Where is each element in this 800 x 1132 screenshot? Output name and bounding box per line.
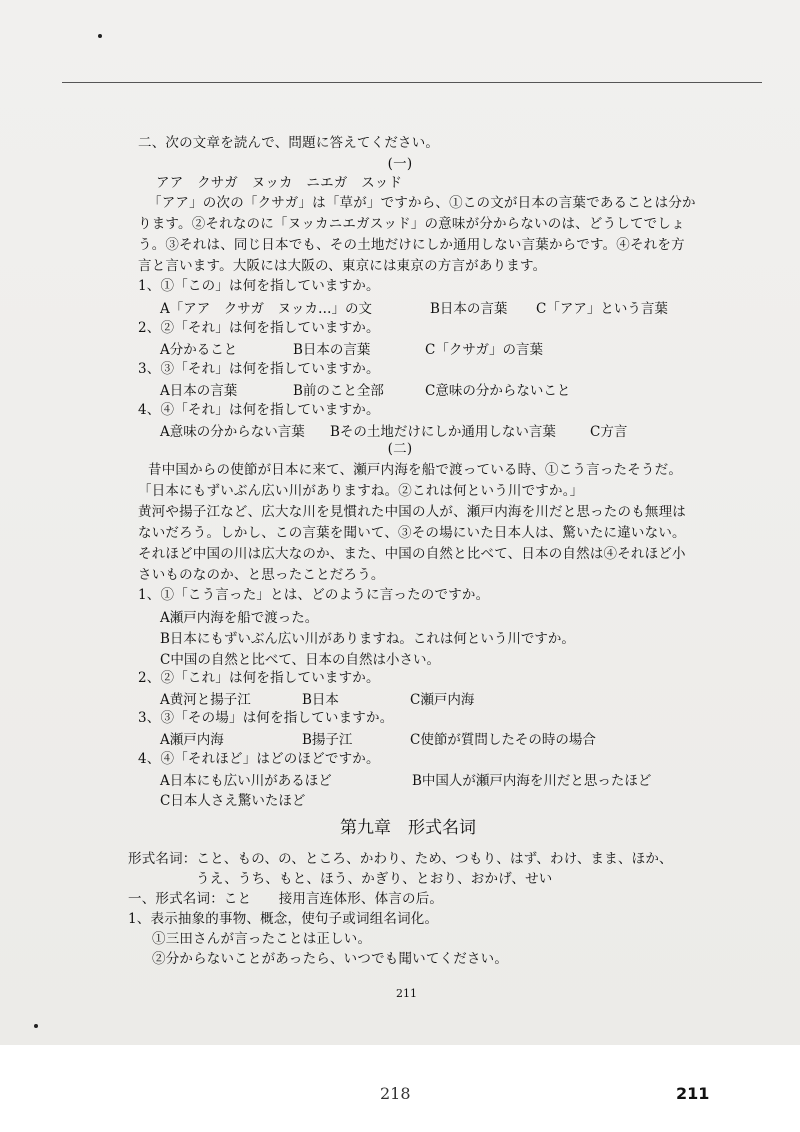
option-c: C中国の自然と比べて、日本の自然は小さい。 [160,652,441,668]
grammar-subitem: 1、表示抽象的事物、概念，使句子或词组名词化。 [128,911,439,927]
scan-speck [34,1024,38,1028]
passage1-line: 言と言います。大阪には大阪の、東京には東京の方言があります。 [138,258,547,274]
question-4: 4、④「それ」は何を指していますか。 [138,402,380,418]
option-a: A日本にも広い川があるほど [160,773,332,789]
option-b: B前のこと全部 [293,383,384,399]
option-c: C方言 [590,424,628,440]
option-c: C意味の分からないこと [425,383,571,399]
option-c: C瀬戸内海 [410,692,475,708]
option-a: A分かること [160,342,238,358]
grammar-item: 一、形式名词：こと 接用言连体形、体言の后。 [128,891,444,907]
option-a: A「アア クサガ ヌッカ…」の文 [160,301,372,317]
passage2-line: 黄河や揚子江など、広大な川を見慣れた中国の人が、瀬戸内海を川だと思ったのも無理は [138,504,686,520]
passage1-line: う。③それは、同じ日本でも、その土地だけにしか通用しない言葉からです。④それを方 [138,237,685,253]
option-b: B日本の言葉 [430,301,508,317]
header-rule [62,82,762,83]
option-a: A瀬戸内海 [160,732,224,748]
option-b: B日本 [302,692,339,708]
option-b: B日本の言葉 [293,342,371,358]
passage1-line: 「アア」の次の「クサガ」は「草が」ですから、①この文が日本の言葉であることは分か [148,195,696,211]
option-a: A瀬戸内海を船で渡った。 [160,610,319,626]
section-heading: 二、次の文章を読んで、問題に答えてください。 [138,135,440,151]
option-b: B揚子江 [302,732,353,748]
passage1-line: ります。②それなのに「ヌッカニエガスッド」の意味が分からないのは、どうしてでしょ [138,216,685,232]
question-1: 1、①「こう言った」とは、どのように言ったのですか。 [138,587,490,603]
question-3: 3、③「その場」は何を指していますか。 [138,710,394,726]
page-number: 218 [380,1084,411,1103]
option-c: C日本人さえ驚いたほど [160,793,306,809]
part1-label: (一) [387,156,413,172]
formal-noun-list: うえ、うち、もと、ほう、かぎり、とおり、おかげ、せい [196,871,553,887]
katakana-sentence: アア クサガ ヌッカ ニエガ スッド [156,175,403,191]
formal-noun-list: 形式名词：こと、もの、の、ところ、かわり、ため、つもり、はず、わけ、まま、ほか、 [128,851,673,867]
page-number-bold: 211 [676,1084,710,1103]
option-b: B日本にもずいぶん広い川がありますね。これは何という川ですか。 [160,631,575,647]
option-b: Bその土地だけにしか通用しない言葉 [330,424,556,440]
option-c: C使節が質問したその時の場合 [410,732,596,748]
inner-page-number: 211 [396,987,417,1000]
passage2-line: 昔中国からの使節が日本に来て、瀬戸内海を船で渡っている時、①こう言ったそうだ。 [148,462,683,478]
scan-speck [98,34,102,38]
option-a: A意味の分からない言葉 [160,424,305,440]
option-c: C「アア」という言葉 [536,301,668,317]
question-3: 3、③「それ」は何を指していますか。 [138,361,380,377]
passage2-line: さいものなのか、と思ったことだろう。 [138,567,385,583]
passage2-line: それほど中国の川は広大なのか、また、中国の自然と比べて、日本の自然は④それほど小 [138,546,686,562]
example-sentence: ②分からないことがあったら、いつでも聞いてください。 [152,951,509,967]
example-sentence: ①三田さんが言ったことは正しい。 [152,931,372,947]
option-b: B中国人が瀬戸内海を川だと思ったほど [412,773,652,789]
option-c: C「クサガ」の言葉 [425,342,544,358]
option-a: A日本の言葉 [160,383,238,399]
passage2-line: 「日本にもずいぶん広い川がありますね。②これは何という川ですか。」 [138,483,584,499]
question-2: 2、②「これ」は何を指していますか。 [138,670,380,686]
option-a: A黄河と揚子江 [160,692,251,708]
question-4: 4、④「それほど」はどのほどですか。 [138,751,380,767]
question-1: 1、①「この」は何を指していますか。 [138,278,380,294]
question-2: 2、②「それ」は何を指していますか。 [138,320,380,336]
part2-label: (二) [387,441,413,457]
passage2-line: ないだろう。しかし、この言葉を聞いて、③その場にいた日本人は、驚いたに違いない。 [138,525,686,541]
chapter-title: 第九章 形式名词 [340,818,476,838]
